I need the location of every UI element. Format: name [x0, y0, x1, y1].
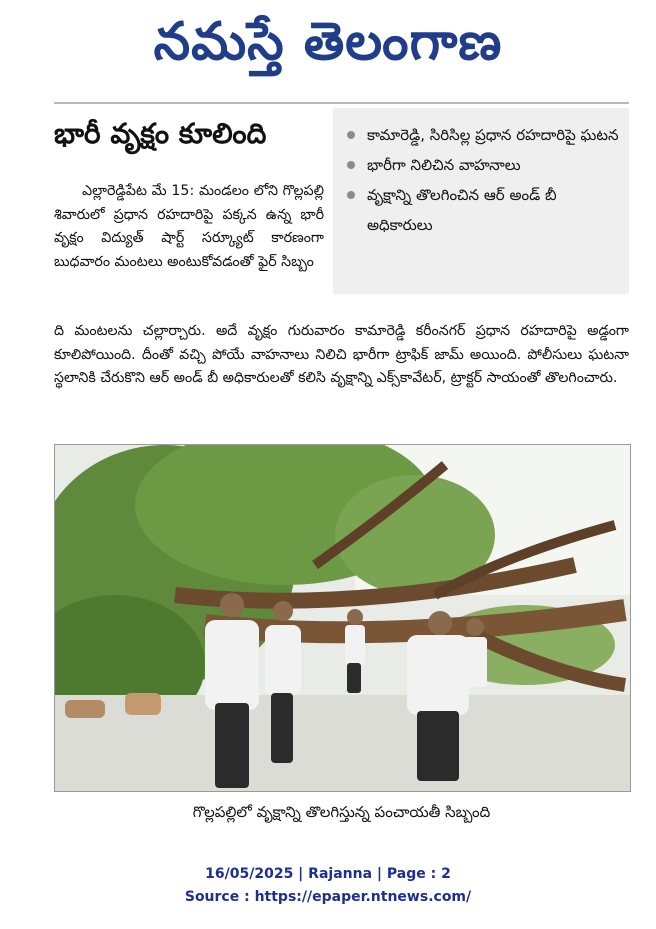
highlight-item: కామారెడ్డి, సిరిసిల్ల ప్రధాన రహదారిపై ఘటన: [347, 120, 621, 150]
fallen-tree-photo-illustration: [55, 445, 630, 791]
newspaper-masthead: నమస్తే తెలంగాణ: [153, 12, 503, 72]
bullet-icon: [347, 191, 355, 199]
article-body-continued: ది మంటలను చల్లార్చారు. అదే వృక్షం గురువారం కామారెడ్డి కరీంనగర్ ప్రధాన రహదారిపై అడ్డంగా కూలిపోయింది. దీంతో వచ్చి పోయే వాహనాలు నిలిచి భారీగా ట్రాఫిక్ జామ్ అయింది. పోలీసులు ఘటనా స్థలానికి చేరుకొని ఆర్ అండ్ బీ అధికారులతో కలిసి వృక్షాన్ని ఎక్స్‌కావేటర్, ట్రాక్టర్ సాయంతో తొలగించారు.: [54, 323, 629, 386]
bullet-icon: [347, 161, 355, 169]
article-headline: భారీ వృక్షం కూలింది: [54, 117, 267, 150]
article-photo: [54, 444, 631, 792]
highlights-box: [333, 108, 629, 294]
highlight-item: వృక్షాన్ని తొలగించిన ఆర్ అండ్ బీ అధికారులు: [347, 180, 621, 240]
highlight-item: భారీగా నిలిచిన వాహనాలు: [347, 150, 621, 180]
bullet-icon: [347, 131, 355, 139]
article-body-start: ఎల్లారెడ్డిపేట మే 15: మండలం లోని గొల్లపల్లి శివారులో ప్రధాన రహదారిపై పక్కన ఉన్న భారీ వృక్షం విద్యుత్ షార్ట్ సర్క్యూట్ కారణంగా బుధవారం మంటలు అంటుకోవడంతో ఫైర్ సిబ్బం: [54, 183, 324, 270]
photo-caption: గొల్లపల్లిలో వృక్షాన్ని తొలగిస్తున్న పంచాయతీ సిబ్బంది: [192, 803, 491, 821]
edition-info: 16/05/2025 | Rajanna | Page : 2: [205, 866, 451, 882]
source-link[interactable]: Source : https://epaper.ntnews.com/: [184, 889, 472, 905]
header-divider: [54, 102, 629, 104]
